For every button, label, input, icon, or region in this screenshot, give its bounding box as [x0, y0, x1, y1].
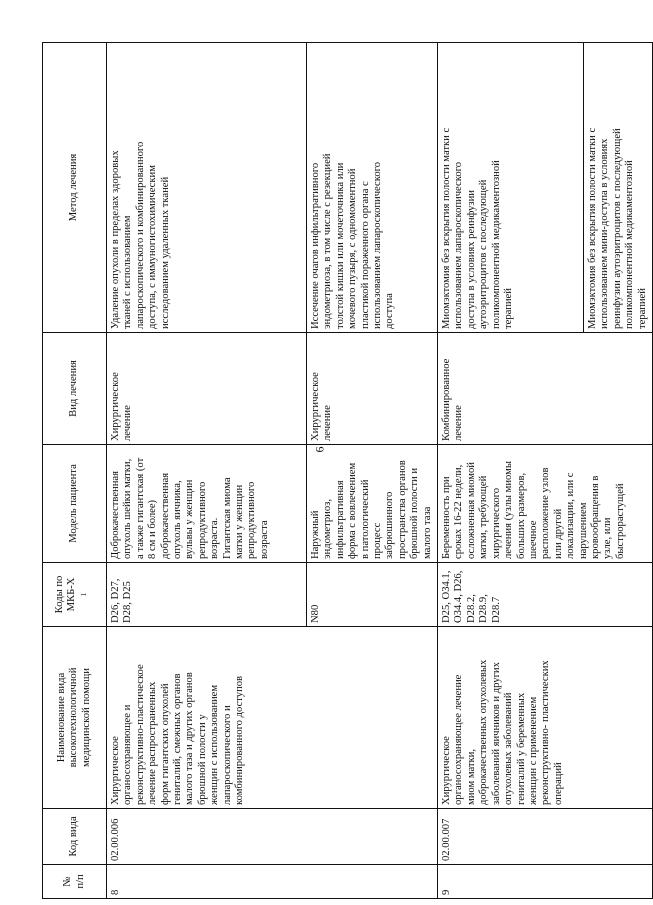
row-model: Беременность при сроках 16-22 недели, осложненная миомой матки, требующей хирургического лечения (узлы миомы больших размеров, шеечное расположение узлов или другой локализации, или с нарушением кровообращения в узле, или быстрорастущей: [438, 445, 653, 563]
header-model: Модель пациента: [43, 445, 107, 563]
table-row: [107, 43, 307, 899]
row-method: Миомэктомия без вскрытия полости матки с использованием лапароскопического доступа в условиях реинфузии аутоэритроцитов с последующей поликомпонентной медикаментозной терапией: [438, 43, 584, 333]
header-mkb: Коды по МКБ-Х $^1$: [43, 563, 107, 627]
row-mkb: D26, D27, D28, D25: [107, 563, 307, 627]
row-mkb: N80: [307, 563, 438, 627]
row-method: Иссечение очагов инфильтративного эндометриоза, в том числе с резекцией толстой кишки или мочеточника или мочевого пузыря, с одномоментной пластикой пораженного органа с использованием лапароскопического доступа: [307, 43, 438, 333]
row-mkb: D25, O34.1, O34.4, D26, D28.2, D28.9, D28.7: [438, 563, 653, 627]
row-code: 02.00.007: [438, 809, 653, 865]
header-type: Вид лечения: [43, 333, 107, 445]
row-method: Миомэктомия без вскрытия полости матки с использованием мини-доступа в условиях реинфузии аутоэритроцитов с последующей поликомпонентной медикаментозной терапией: [584, 43, 653, 333]
row-method: Удаление опухоли в пределах здоровых тканей с использованием лапароскопического и комбинированного доступа, с иммуногистохимическим исследованием удаленных тканей: [107, 43, 307, 333]
page-number: 6: [312, 446, 327, 453]
header-num: № п/п: [43, 865, 107, 899]
header-name: Наименование вида высокотехнологичной медицинской помощи: [43, 627, 107, 809]
row-type: Хирургическое лечение: [307, 333, 438, 445]
header-row: [43, 43, 107, 899]
medical-care-table: [42, 42, 653, 899]
header-code: Код вида: [43, 809, 107, 865]
row-name: Хирургическое органосохраняющее лечение миом матки, доброкачественных опухолевых заболеваний яичников и других опухолевых заболеваний гениталий у беременных женщин с применением реконструктивно- пластических операций: [438, 627, 653, 809]
row-type: Хирургическое лечение: [107, 333, 307, 445]
row-num: 8: [107, 865, 438, 899]
rotated-table-container: [42, 43, 648, 899]
header-mkb-footnote: 1: [80, 592, 89, 597]
row-model: Наружный эндометриоз, инфильтративная форма с вовлечением в патологический процесс забрюшинного пространства органов брюшной полости и малого таза: [307, 445, 438, 563]
header-method: Метод лечения: [43, 43, 107, 333]
row-model: Доброкачественная опухоль шейки матки, а также гигантская (от 8 см и более) доброкачественная опухоль яичника, вульвы у женщин репродуктивного возраста. Гигантская миома матки у женщин репродуктивного возраста: [107, 445, 307, 563]
table-row: [438, 43, 584, 899]
row-num: 9: [438, 865, 653, 899]
row-name: Хирургическое органосохраняющее и реконструктивно-пластическое лечение распространенных форм гигантских опухолей гениталий, смежных органов малого таза и других органов брюшной полости у женщин с использованием лапароскопического и комбинированного доступов: [107, 627, 438, 809]
row-code: 02.00.006: [107, 809, 438, 865]
row-type: Комбинированное лечение: [438, 333, 653, 445]
